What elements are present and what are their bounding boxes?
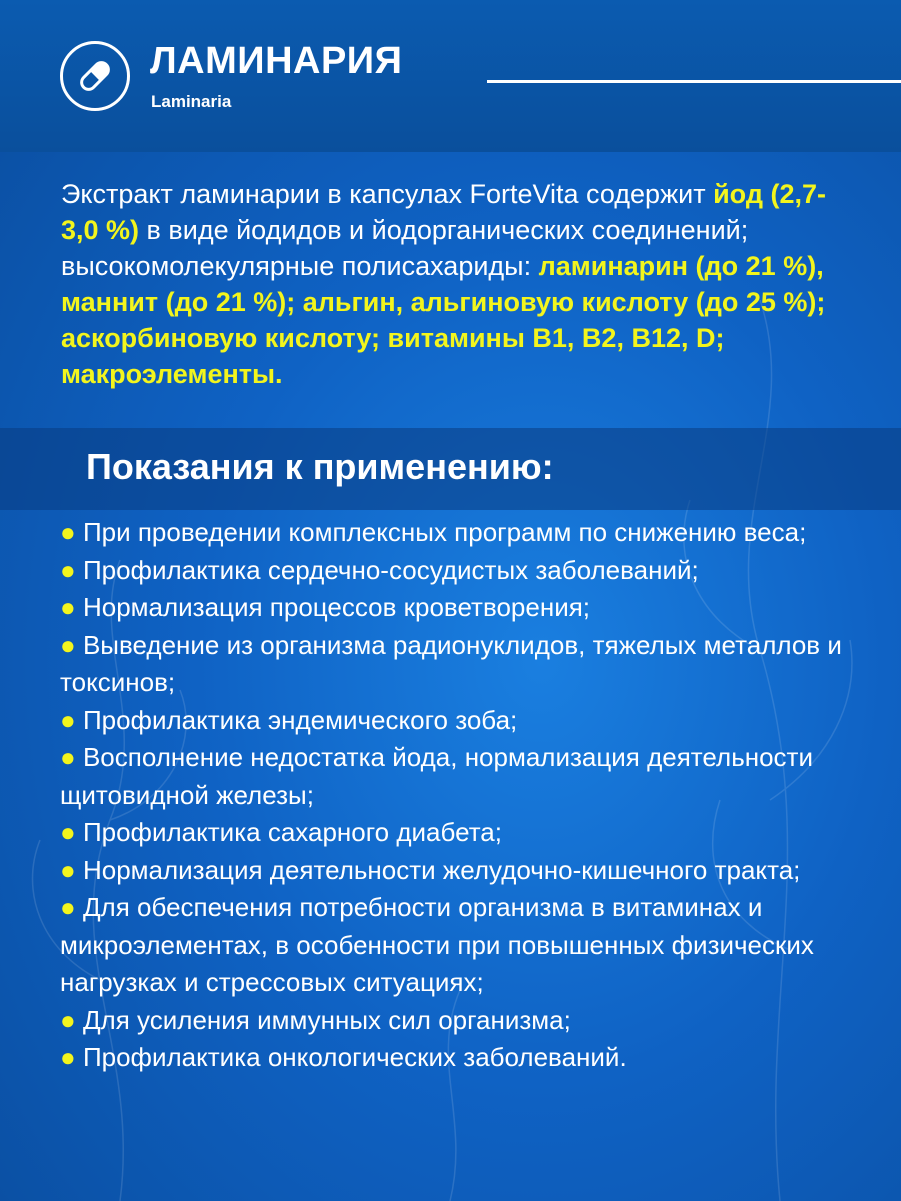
bullet-icon: ●: [60, 817, 76, 847]
list-item-text: Нормализация процессов кроветворения;: [82, 592, 591, 622]
bullet-icon: ●: [60, 1004, 76, 1035]
list-item-text: Профилактика эндемического зоба;: [82, 704, 518, 735]
list-item: [60, 552, 860, 590]
list-item: [60, 1002, 860, 1040]
list-item-text: Для усиления иммунных сил организма;: [82, 1004, 571, 1035]
header-divider: [487, 80, 901, 83]
list-item: [60, 702, 860, 740]
list-item: [60, 627, 860, 702]
page-subtitle: Laminaria: [151, 92, 232, 111]
list-item: [60, 852, 860, 890]
bullet-icon: ●: [60, 592, 76, 622]
intro-paragraph: [61, 176, 851, 392]
list-item: [60, 514, 860, 552]
indications-list: [60, 514, 860, 1077]
section-title: Показания к применению:: [86, 446, 554, 487]
bullet-icon: ●: [60, 704, 76, 735]
list-item-text: Профилактика онкологических заболеваний.: [82, 1042, 627, 1072]
list-item-text: Профилактика сердечно-сосудистых заболеваний;: [82, 554, 699, 585]
logo-badge: [60, 41, 130, 111]
list-item: [60, 814, 860, 852]
bullet-icon: ●: [60, 554, 76, 585]
intro-text: Экстракт ламинарии в капсулах ForteVita содержит: [61, 179, 714, 209]
capsule-icon: [75, 56, 115, 96]
list-item-text: Для обеспечения потребности организма в витаминах и микроэлементах, в особенности при повышенных физических нагрузках и стрессовых ситуациях;: [60, 892, 814, 997]
list-item-text: Восполнение недостатка йода, нормализация деятельности щитовидной железы;: [60, 742, 813, 810]
intro-text: в виде йодидов и йодорганических соединений; высокомолекулярные полисахариды:: [61, 215, 749, 281]
list-item-text: Выведение из организма радионуклидов, тяжелых металлов и токсинов;: [60, 629, 842, 697]
list-item: [60, 889, 860, 1002]
page-title: ЛАМИНАРИЯ: [150, 40, 403, 82]
intro-highlight-composition: ламинарин (до 21 %), маннит (до 21 %); альгин, альгиновую кислоту (до 25 %); аскорбиновую кислоту; витамины B1, B2, B12, D; макроэлементы.: [61, 251, 826, 389]
bullet-icon: ●: [60, 742, 76, 772]
list-item: [60, 589, 860, 627]
intro-highlight-iodine: йод (2,7-3,0 %): [61, 179, 826, 245]
list-item-text: Профилактика сахарного диабета;: [82, 817, 502, 847]
bullet-icon: ●: [60, 629, 76, 660]
list-item: [60, 1039, 860, 1077]
bullet-icon: ●: [60, 517, 76, 547]
list-item-text: Нормализация деятельности желудочно-кишечного тракта;: [82, 854, 801, 885]
list-item: [60, 739, 860, 814]
list-item-text: При проведении комплексных программ по снижению веса;: [82, 517, 807, 547]
bullet-icon: ●: [60, 1042, 76, 1072]
bullet-icon: ●: [60, 854, 76, 885]
bullet-icon: ●: [60, 892, 76, 922]
header-bar: [0, 0, 901, 152]
